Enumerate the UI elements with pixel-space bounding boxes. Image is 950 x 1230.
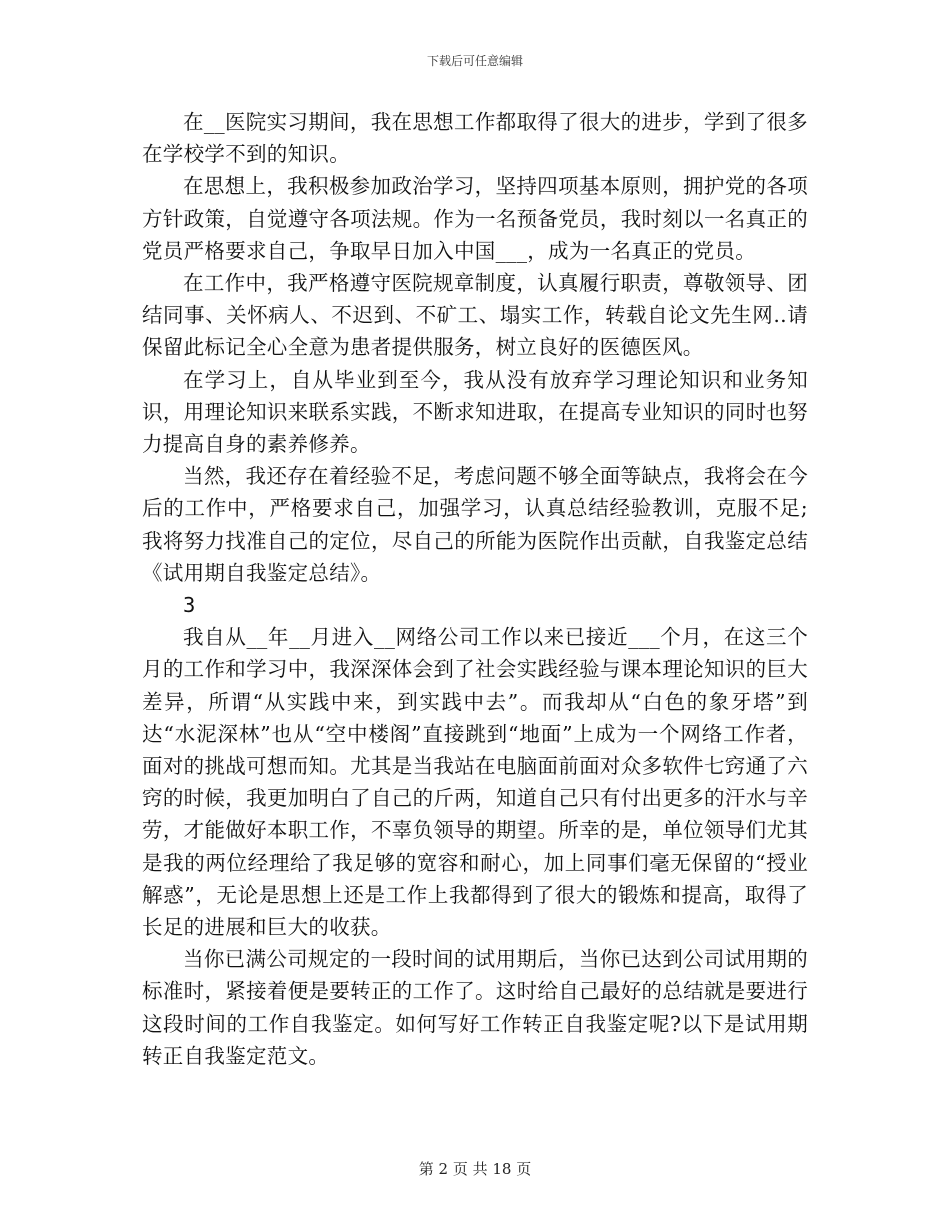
paragraph-work: 在工作中，我严格遵守医院规章制度，认真履行职责，尊敬领导、团结同事、关怀病人、不迟到、不矿工、塌实工作，转载自论文先生网..请保留此标记全心全意为患者提供服务，树立良好的医德医风。	[142, 271, 808, 360]
paragraph-shortcomings: 当然，我还存在着经验不足，考虑问题不够全面等缺点，我将会在今后的工作中，严格要求自己，加强学习，认真总结经验教训，克服不足;我将努力找准自己的定位，尽自己的所能为医院作出贡献，自我鉴定总结《试用期自我鉴定总结》。	[142, 464, 808, 585]
paragraph-probation-summary: 当你已满公司规定的一段时间的试用期后，当你已达到公司试用期的标准时，紧接着便是要转正的工作了。这时给自己最好的总结就是要进行这段时间的工作自我鉴定。如何写好工作转正自我鉴定呢?以下是试用期转正自我鉴定范文。	[142, 947, 808, 1068]
paragraph-network-company: 我自从__年__月进入__网络公司工作以来已接近___个月，在这三个月的工作和学习中，我深深体会到了社会实践经验与课本理论知识的巨大差异，所谓“从实践中来，到实践中去”。而我却从“白色的象牙塔”到达“水泥深林”也从“空中楼阁”直接跳到“地面”上成为一个网络工作者，面对的挑战可想而知。尤其是当我站在电脑面前面对众多软件七窍通了六窍的时候，我更加明白了自己的斤两，知道自己只有付出更多的汗水与辛劳，才能做好本职工作，不辜负领导的期望。所幸的是，单位领导们尤其是我的两位经理给了我足够的宽容和耐心，加上同事们毫无保留的“授业解惑”，无论是思想上还是工作上我都得到了很大的锻炼和提高，取得了长足的进展和巨大的收获。	[142, 625, 808, 940]
page-header: 下载后可任意编辑	[426, 54, 523, 68]
section-number: 3	[183, 593, 196, 618]
page-footer: 第 2 页 共 18 页	[418, 1160, 532, 1178]
paragraph-study: 在学习上，自从毕业到至今，我从没有放弃学习理论知识和业务知识，用理论知识来联系实践，不断求知进取，在提高专业知识的同时也努力提高自身的素养修养。	[142, 367, 808, 457]
paragraph-internship-intro: 在__医院实习期间，我在思想工作都取得了很大的进步，学到了很多在学校学不到的知识。	[142, 110, 808, 167]
paragraph-ideology: 在思想上，我积极参加政治学习，坚持四项基本原则，拥护党的各项方针政策，自觉遵守各项法规。作为一名预备党员，我时刻以一名真正的党员严格要求自己，争取早日加入中国___，成为一名真正的党员。	[142, 174, 808, 263]
document-body	[142, 106, 808, 1072]
